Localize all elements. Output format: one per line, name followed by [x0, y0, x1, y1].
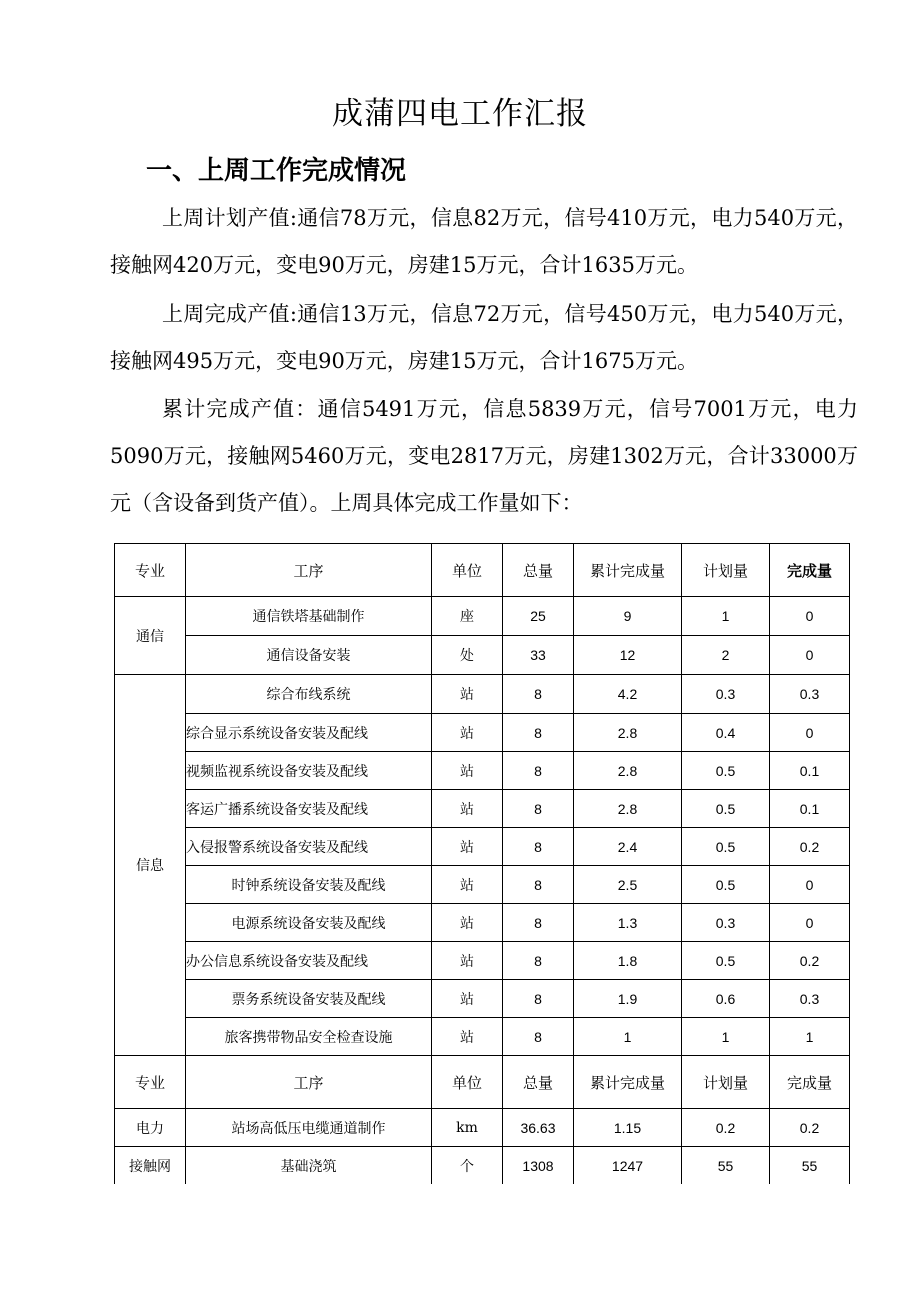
total-cell: 8 [503, 790, 574, 828]
total-cell: 8 [503, 828, 574, 866]
total-cell: 8 [503, 866, 574, 904]
unit-cell: 处 [432, 636, 503, 675]
header-cell: 工序 [186, 1056, 432, 1109]
total-cell: 8 [503, 752, 574, 790]
unit-cell: km [432, 1109, 503, 1147]
table-row [115, 790, 850, 828]
unit-cell: 站 [432, 866, 503, 904]
plan-cell: 55 [682, 1147, 770, 1185]
done-cell: 0.3 [770, 980, 850, 1018]
header-cell: 累计完成量 [574, 1056, 682, 1109]
task-cell: 基础浇筑 [186, 1147, 432, 1185]
done-cell: 0.1 [770, 752, 850, 790]
cumulative-cell: 1.3 [574, 904, 682, 942]
header-cell: 累计完成量 [574, 544, 682, 597]
unit-cell: 站 [432, 980, 503, 1018]
table-row [115, 597, 850, 636]
done-cell: 0.2 [770, 828, 850, 866]
task-cell: 站场高低压电缆通道制作 [186, 1109, 432, 1147]
workload-table [114, 543, 850, 1184]
plan-cell: 0.5 [682, 828, 770, 866]
total-cell: 8 [503, 714, 574, 752]
total-cell: 1308 [503, 1147, 574, 1185]
group-cell-tongxin: 通信 [115, 597, 186, 675]
plan-cell: 0.3 [682, 904, 770, 942]
unit-cell: 站 [432, 752, 503, 790]
header-cell: 计划量 [682, 1056, 770, 1109]
unit-cell: 站 [432, 790, 503, 828]
cumulative-cell: 1.15 [574, 1109, 682, 1147]
header-cell: 完成量 [770, 1056, 850, 1109]
plan-cell: 1 [682, 1018, 770, 1056]
table-row [115, 942, 850, 980]
done-cell: 0.1 [770, 790, 850, 828]
unit-cell: 站 [432, 714, 503, 752]
cumulative-cell: 1247 [574, 1147, 682, 1185]
total-cell: 25 [503, 597, 574, 636]
done-cell: 0 [770, 714, 850, 752]
section-heading: 一、上周工作完成情况 [146, 156, 407, 186]
group-cell-jiechuwang: 接触网 [115, 1147, 186, 1185]
unit-cell: 站 [432, 942, 503, 980]
unit-cell: 站 [432, 1018, 503, 1056]
cumulative-cell: 1.8 [574, 942, 682, 980]
table-row [115, 1147, 850, 1185]
task-cell: 电源系统设备安装及配线 [186, 904, 432, 942]
plan-cell: 0.5 [682, 752, 770, 790]
cumulative-cell: 1 [574, 1018, 682, 1056]
cumulative-cell: 9 [574, 597, 682, 636]
group-cell-dianli: 电力 [115, 1109, 186, 1147]
plan-cell: 0.5 [682, 790, 770, 828]
table-row [115, 714, 850, 752]
cumulative-cell: 12 [574, 636, 682, 675]
table-row [115, 866, 850, 904]
done-cell: 0 [770, 597, 850, 636]
paragraph-planned-output: 上周计划产值:通信78万元，信息82万元，信号410万元，电力540万元，接触网420万元，变电90万元，房建15万元，合计1635万元。 [110, 206, 858, 277]
total-cell: 33 [503, 636, 574, 675]
header-cell: 专业 [115, 544, 186, 597]
plan-cell: 0.4 [682, 714, 770, 752]
total-cell: 8 [503, 942, 574, 980]
header-cell: 专业 [115, 1056, 186, 1109]
unit-cell: 站 [432, 828, 503, 866]
table-row [115, 675, 850, 714]
table-row [115, 636, 850, 675]
task-cell: 通信铁塔基础制作 [186, 597, 432, 636]
header-cell: 总量 [503, 544, 574, 597]
cumulative-cell: 2.8 [574, 752, 682, 790]
total-cell: 8 [503, 904, 574, 942]
done-cell: 0 [770, 866, 850, 904]
cumulative-cell: 2.8 [574, 714, 682, 752]
total-cell: 8 [503, 1018, 574, 1056]
cumulative-cell: 2.8 [574, 790, 682, 828]
done-cell: 0.3 [770, 675, 850, 714]
task-cell: 入侵报警系统设备安装及配线 [186, 828, 432, 866]
task-cell: 时钟系统设备安装及配线 [186, 866, 432, 904]
header-cell: 计划量 [682, 544, 770, 597]
cumulative-cell: 4.2 [574, 675, 682, 714]
cumulative-cell: 2.5 [574, 866, 682, 904]
header-cell: 工序 [186, 544, 432, 597]
plan-cell: 0.6 [682, 980, 770, 1018]
plan-cell: 0.2 [682, 1109, 770, 1147]
unit-cell: 站 [432, 675, 503, 714]
task-cell: 综合显示系统设备安装及配线 [186, 714, 432, 752]
task-cell: 综合布线系统 [186, 675, 432, 714]
table-header-row [115, 544, 850, 597]
unit-cell: 个 [432, 1147, 503, 1185]
group-cell-xinxi: 信息 [115, 675, 186, 1056]
table-row [115, 980, 850, 1018]
table-row [115, 1018, 850, 1056]
table-header-row-repeat [115, 1056, 850, 1109]
total-cell: 36.63 [503, 1109, 574, 1147]
header-cell: 单位 [432, 544, 503, 597]
done-cell: 0 [770, 636, 850, 675]
table-row [115, 1109, 850, 1147]
done-cell: 0 [770, 904, 850, 942]
table-row [115, 752, 850, 790]
done-cell: 0.2 [770, 1109, 850, 1147]
plan-cell: 1 [682, 597, 770, 636]
total-cell: 8 [503, 980, 574, 1018]
document-title: 成蒲四电工作汇报 [332, 96, 588, 132]
plan-cell: 0.5 [682, 866, 770, 904]
total-cell: 8 [503, 675, 574, 714]
unit-cell: 座 [432, 597, 503, 636]
plan-cell: 0.5 [682, 942, 770, 980]
done-cell: 1 [770, 1018, 850, 1056]
header-cell: 总量 [503, 1056, 574, 1109]
cumulative-cell: 2.4 [574, 828, 682, 866]
plan-cell: 2 [682, 636, 770, 675]
paragraph-cumulative-output: 累计完成产值：通信5491万元，信息5839万元，信号7001万元，电力5090万元，接触网5460万元，变电2817万元，房建1302万元，合计33000万元（含设备到货产值）。上周具体完成工作量如下： [110, 397, 858, 515]
task-cell: 视频监视系统设备安装及配线 [186, 752, 432, 790]
header-cell: 单位 [432, 1056, 503, 1109]
done-cell: 55 [770, 1147, 850, 1185]
paragraph-completed-output: 上周完成产值:通信13万元，信息72万元，信号450万元，电力540万元，接触网495万元，变电90万元，房建15万元，合计1675万元。 [110, 302, 858, 373]
task-cell: 客运广播系统设备安装及配线 [186, 790, 432, 828]
header-cell: 完成量 [770, 544, 850, 597]
task-cell: 旅客携带物品安全检查设施 [186, 1018, 432, 1056]
unit-cell: 站 [432, 904, 503, 942]
done-cell: 0.2 [770, 942, 850, 980]
plan-cell: 0.3 [682, 675, 770, 714]
table-row [115, 828, 850, 866]
task-cell: 通信设备安装 [186, 636, 432, 675]
cumulative-cell: 1.9 [574, 980, 682, 1018]
task-cell: 办公信息系统设备安装及配线 [186, 942, 432, 980]
table-row [115, 904, 850, 942]
task-cell: 票务系统设备安装及配线 [186, 980, 432, 1018]
